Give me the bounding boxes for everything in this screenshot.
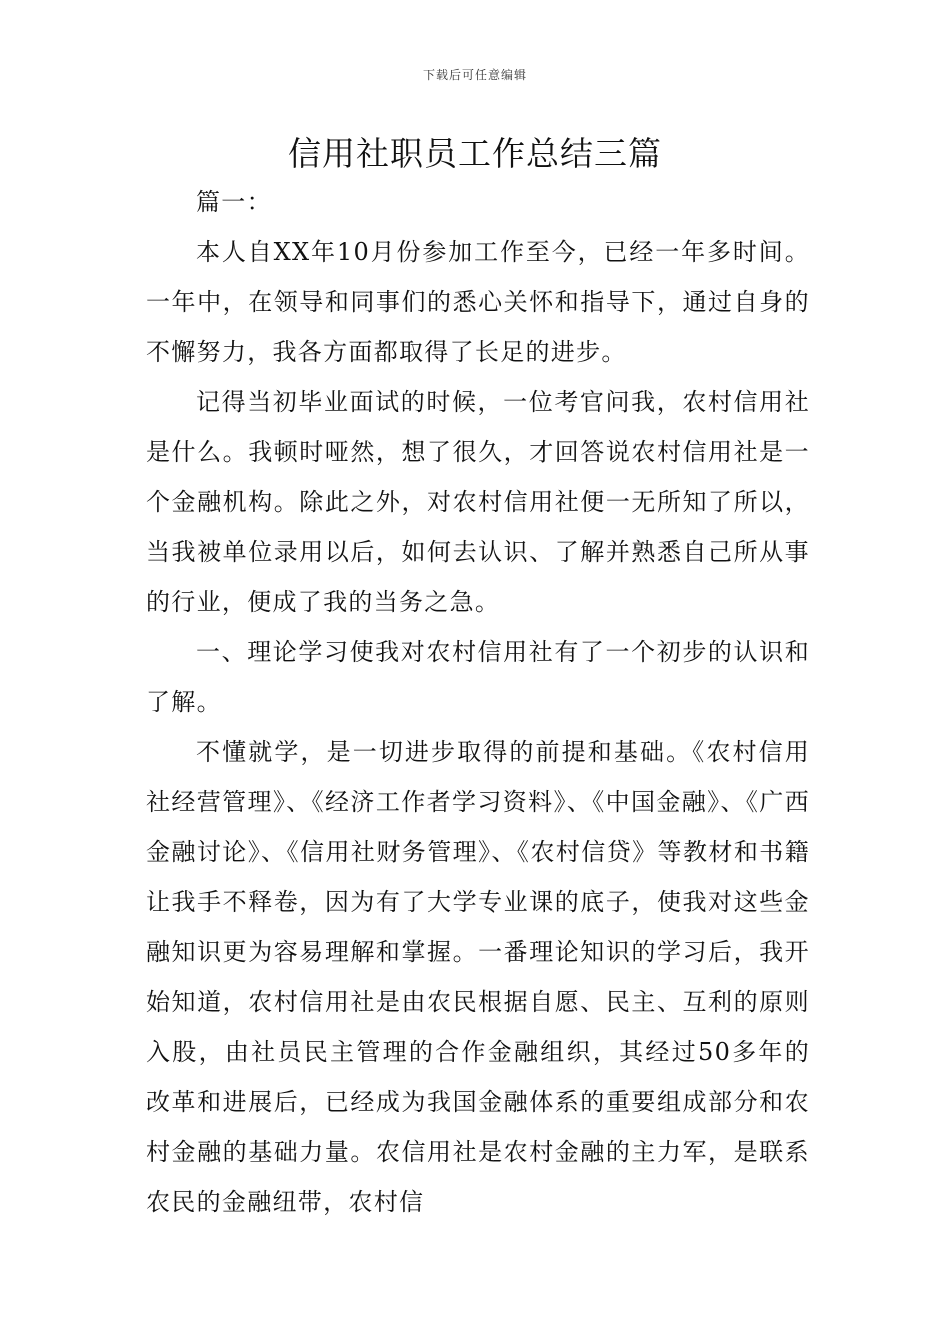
paragraph: 不懂就学，是一切进步取得的前提和基础。《农村信用社经营管理》、《经济工作者学习资料》、《中国金融》、《广西金融讨论》、《信用社财务管理》、《农村信贷》等教材和书籍让我手不释卷，因为有了大学专业课的底子，使我对这些金融知识更为容易理解和掌握。一番理论知识的学习后，我开始知道，农村信用社是由农民根据自愿、民主、互利的原则入股，由社员民主管理的合作金融组织，其经过50多年的改革和进展后，已经成为我国金融体系的重要组成部分和农村金融的基础力量。农信用社是农村金融的主力军，是联系农民的金融纽带，农村信	[146, 738, 810, 1216]
page-header-note: 下载后可任意编辑	[422, 68, 527, 82]
document-title: 信用社职员工作总结三篇	[288, 134, 662, 173]
section-heading-part-one: 篇一：	[196, 188, 272, 216]
document-body	[146, 177, 810, 1227]
subsection-heading: 一、理论学习使我对农村信用社有了一个初步的认识和了解。	[146, 638, 810, 716]
paragraph: 本人自XX年10月份参加工作至今，已经一年多时间。一年中，在领导和同事们的悉心关怀和指导下，通过自身的不懈努力，我各方面都取得了长足的进步。	[146, 238, 810, 366]
paragraph: 记得当初毕业面试的时候，一位考官问我，农村信用社是什么。我顿时哑然，想了很久，才回答说农村信用社是一个金融机构。除此之外，对农村信用社便一无所知了所以，当我被单位录用以后，如何去认识、了解并熟悉自己所从事的行业，便成了我的当务之急。	[146, 388, 810, 616]
